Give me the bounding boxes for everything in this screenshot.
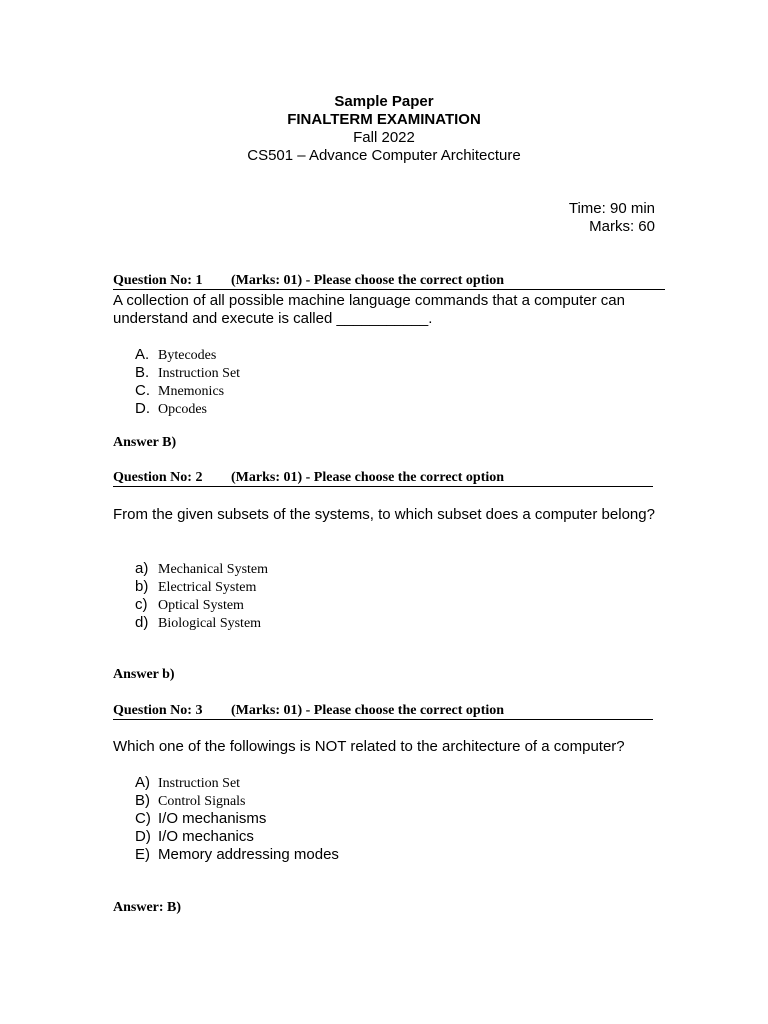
question-2-text: From the given subsets of the systems, to which subset does a computer belong?: [113, 506, 655, 523]
exam-time: Time: 90 min: [568, 200, 655, 217]
option-text: Instruction Set: [158, 776, 241, 791]
option-text: I/O mechanics: [158, 828, 254, 845]
option-text: Instruction Set: [158, 366, 241, 381]
option: [135, 827, 254, 846]
question-instruction: (Marks: 01) - Please choose the correct option: [231, 470, 505, 485]
question-1-text: A collection of all possible machine language commands that a computer can understand and execute is called ___________.: [113, 292, 625, 327]
question-3-text: Which one of the followings is NOT related to the architecture of a computer?: [113, 738, 625, 755]
option-label: a): [135, 560, 149, 577]
question-number: Question No: 1: [113, 273, 203, 288]
exam-marks: Marks: 60: [589, 218, 655, 235]
option-text: Opcodes: [158, 402, 207, 417]
option-text: Biological System: [158, 616, 262, 631]
option-text: Mnemonics: [158, 384, 225, 399]
question-3-heading: [113, 703, 653, 720]
exam-term: Fall 2022: [353, 129, 415, 146]
option: [135, 381, 224, 401]
question-1-answer: Answer B): [113, 435, 177, 450]
option-label: A): [135, 774, 150, 791]
option: [135, 363, 240, 383]
option: [135, 845, 339, 864]
option-text: Electrical System: [158, 580, 257, 595]
option-label: d): [135, 614, 149, 631]
option-label: B): [135, 792, 150, 809]
option-text: Control Signals: [158, 794, 246, 809]
option-label: C): [135, 810, 151, 827]
option: [135, 577, 256, 597]
question-number: Question No: 2: [113, 470, 203, 485]
option-text: Optical System: [158, 598, 244, 613]
option-text: Memory addressing modes: [158, 846, 339, 863]
question-2-heading: [113, 470, 653, 487]
option-label: A.: [135, 346, 150, 363]
option-label: D): [135, 828, 151, 845]
option-label: C.: [135, 382, 150, 399]
option: [135, 399, 207, 419]
option: [135, 809, 266, 828]
option-label: B.: [135, 364, 150, 381]
exam-title: FINALTERM EXAMINATION: [287, 111, 481, 128]
option-label: D.: [135, 400, 150, 417]
question-instruction: (Marks: 01) - Please choose the correct option: [231, 703, 505, 718]
option: [135, 559, 268, 579]
question-2-answer: Answer b): [113, 667, 175, 682]
option: [135, 613, 261, 633]
option-label: c): [135, 596, 148, 613]
option: [135, 791, 246, 811]
option-label: b): [135, 578, 149, 595]
option: [135, 345, 216, 365]
paper-type: Sample Paper: [334, 93, 434, 110]
course-title: CS501 – Advance Computer Architecture: [247, 147, 521, 164]
option-text: Mechanical System: [158, 562, 269, 577]
question-number: Question No: 3: [113, 703, 203, 718]
question-3-answer: Answer: B): [113, 900, 182, 915]
option: [135, 595, 244, 615]
option-text: Bytecodes: [158, 348, 217, 363]
option-label: E): [135, 846, 150, 863]
question-1-heading: [113, 273, 665, 290]
option-text: I/O mechanisms: [158, 810, 267, 827]
option: [135, 773, 240, 793]
question-instruction: (Marks: 01) - Please choose the correct option: [231, 273, 505, 288]
